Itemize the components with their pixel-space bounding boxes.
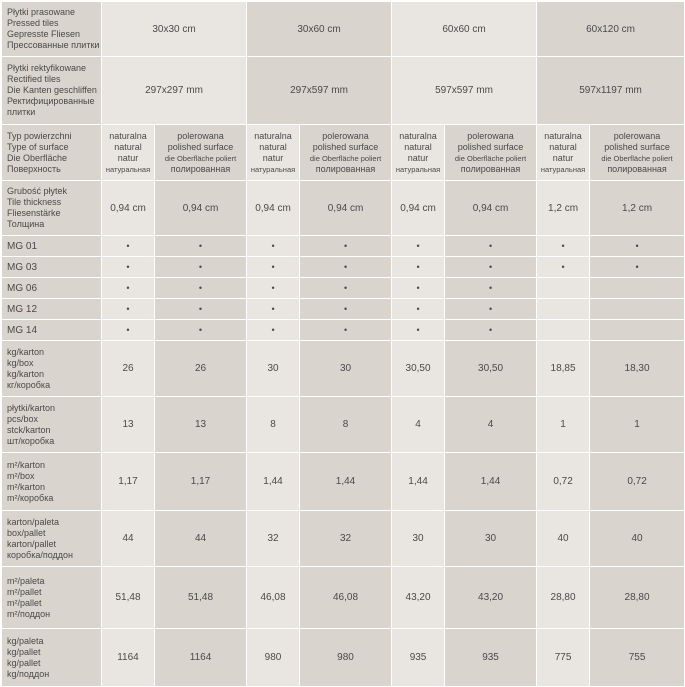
surface-line: die Oberfläche poliert: [601, 153, 673, 163]
label-line: m²/box: [7, 470, 35, 481]
availability-dot: •: [155, 320, 247, 341]
packing-value-cell: 44: [155, 511, 247, 567]
packing-value-cell: 18,30: [590, 341, 685, 397]
label-line: Die Kanten geschliffen: [7, 85, 97, 95]
packing-value-cell: 28,80: [537, 567, 590, 629]
label-line: Typ powierzchni: [7, 130, 72, 141]
packing-value-cell: 51,48: [102, 567, 155, 629]
packing-value-cell: 32: [300, 511, 392, 567]
label-line: m²/karton: [7, 459, 46, 470]
packing-value-cell: 43,20: [392, 567, 445, 629]
availability-dot: •: [392, 320, 445, 341]
availability-dot: •: [155, 278, 247, 299]
row-label: MG 12: [2, 299, 102, 320]
availability-dot: •: [445, 299, 537, 320]
surface-line: naturalna: [254, 130, 292, 141]
label-line: kg/karton: [7, 368, 45, 379]
surface-line: polerowana: [322, 130, 369, 141]
packing-value-cell: 46,08: [247, 567, 300, 629]
surface-line: натуральная: [250, 164, 296, 174]
surface-line: polerowana: [177, 130, 224, 141]
packing-value-cell: 1,44: [300, 453, 392, 511]
label-line: Толщина: [7, 219, 45, 229]
row-label: MG 03: [2, 257, 102, 278]
label-line: коробка/поддон: [7, 549, 74, 560]
availability-dot: •: [445, 236, 537, 257]
surface-polished-cell: [155, 125, 247, 181]
availability-dot: [537, 299, 590, 320]
surface-line: polished surface: [312, 141, 379, 152]
label-line: Die Oberfläche: [7, 152, 68, 163]
label-line: Type of surface: [7, 141, 69, 152]
packing-value-cell: 40: [537, 511, 590, 567]
thickness-cell: 0,94 cm: [102, 181, 155, 236]
label-line: m²/pallet: [7, 586, 42, 597]
surface-line: die Oberfläche poliert: [454, 153, 527, 163]
availability-dot: •: [300, 299, 392, 320]
label-line: m²/paleta: [7, 575, 45, 586]
packing-value-cell: 935: [445, 629, 537, 687]
label-line: Gepresste Fliesen: [7, 29, 81, 39]
label-line: кг/коробка: [7, 379, 51, 390]
label-line: kg/karton: [7, 346, 45, 357]
thickness-cell: 0,94 cm: [445, 181, 537, 236]
packing-value-cell: 0,72: [537, 453, 590, 511]
packing-value-cell: 43,20: [445, 567, 537, 629]
label-line: m²/karton: [7, 481, 46, 492]
packing-value-cell: 28,80: [590, 567, 685, 629]
packing-value-cell: 30: [247, 341, 300, 397]
row-packing: [2, 629, 685, 687]
surface-line: полированная: [315, 163, 376, 174]
availability-dot: •: [300, 278, 392, 299]
packing-value-cell: 8: [300, 397, 392, 453]
tile-spec-table: [1, 1, 685, 687]
thickness-cell: 0,94 cm: [392, 181, 445, 236]
label-line: kg/pallet: [7, 657, 41, 668]
packing-value-cell: 1,17: [102, 453, 155, 511]
packing-value-cell: 1164: [102, 629, 155, 687]
packing-value-cell: 1164: [155, 629, 247, 687]
row-thickness: [2, 181, 685, 236]
label-line: box/pallet: [7, 527, 46, 538]
surface-natural-cell: [537, 125, 590, 181]
surface-line: polerowana: [467, 130, 514, 141]
surface-line: die Oberfläche poliert: [309, 153, 382, 163]
label-line: Поверхность: [7, 163, 61, 174]
packing-value-cell: 755: [590, 629, 685, 687]
availability-dot: •: [445, 278, 537, 299]
rectified-size-cell: 597x1197 mm: [537, 57, 685, 125]
size-header-cell: 60x120 cm: [537, 2, 685, 57]
packing-value-cell: 935: [392, 629, 445, 687]
packing-value-cell: 46,08: [300, 567, 392, 629]
label-line: m²/pallet: [7, 597, 42, 608]
thickness-cell: 1,2 cm: [537, 181, 590, 236]
label-line: плитки: [7, 107, 36, 117]
availability-dot: •: [102, 278, 155, 299]
packing-value-cell: 26: [102, 341, 155, 397]
surface-line: polerowana: [613, 130, 661, 141]
row-label: [2, 181, 102, 236]
surface-line: naturalna: [399, 130, 437, 141]
availability-dot: •: [590, 236, 685, 257]
row-label: MG 14: [2, 320, 102, 341]
label-line: kg/pallet: [7, 646, 41, 657]
availability-dot: •: [392, 257, 445, 278]
row-packing: [2, 453, 685, 511]
size-header-cell: 60x60 cm: [392, 2, 537, 57]
availability-dot: [537, 278, 590, 299]
packing-value-cell: 40: [590, 511, 685, 567]
surface-line: polished surface: [167, 141, 234, 152]
surface-line: natural: [114, 141, 142, 152]
row-color-mg-12: [2, 299, 685, 320]
availability-dot: •: [392, 278, 445, 299]
label-line: Прессованные плитки: [7, 40, 100, 50]
thickness-cell: 0,94 cm: [155, 181, 247, 236]
packing-value-cell: 1,17: [155, 453, 247, 511]
availability-dot: •: [155, 257, 247, 278]
label-line: Grubość płytek: [7, 186, 68, 196]
packing-value-cell: 26: [155, 341, 247, 397]
row-packing: [2, 511, 685, 567]
packing-value-cell: 980: [247, 629, 300, 687]
thickness-cell: 0,94 cm: [300, 181, 392, 236]
label-line: karton/pallet: [7, 538, 57, 549]
label-line: Płytki rektyfikowane: [7, 63, 87, 73]
surface-line: natur: [262, 152, 284, 163]
row-label: [2, 341, 102, 397]
surface-line: натуральная: [540, 164, 586, 174]
row-color-mg-14: [2, 320, 685, 341]
label-line: karton/paleta: [7, 516, 60, 527]
row-label: [2, 567, 102, 629]
row-rectified-tiles: [2, 57, 685, 125]
label-line: kg/поддон: [7, 668, 50, 679]
packing-value-cell: 18,85: [537, 341, 590, 397]
surface-line: natur: [117, 152, 139, 163]
label-line: Fliesenstärke: [7, 208, 61, 218]
surface-natural-cell: [392, 125, 445, 181]
packing-value-cell: 44: [102, 511, 155, 567]
surface-line: die Oberfläche poliert: [164, 153, 237, 163]
packing-value-cell: 1: [590, 397, 685, 453]
size-header-cell: 30x60 cm: [247, 2, 392, 57]
label-line: шт/коробка: [7, 435, 55, 446]
surface-polished-cell: [445, 125, 537, 181]
row-label: [2, 397, 102, 453]
availability-dot: [590, 278, 685, 299]
packing-value-cell: 980: [300, 629, 392, 687]
packing-value-cell: 13: [155, 397, 247, 453]
availability-dot: •: [590, 257, 685, 278]
surface-line: натуральная: [105, 164, 151, 174]
packing-value-cell: 0,72: [590, 453, 685, 511]
surface-natural-cell: [247, 125, 300, 181]
packing-value-cell: 30: [445, 511, 537, 567]
surface-line: naturalna: [109, 130, 147, 141]
label-line: Ректифицированные: [7, 96, 95, 106]
availability-dot: •: [155, 236, 247, 257]
packing-value-cell: 775: [537, 629, 590, 687]
packing-value-cell: 51,48: [155, 567, 247, 629]
availability-dot: •: [392, 299, 445, 320]
row-packing: [2, 341, 685, 397]
packing-value-cell: 32: [247, 511, 300, 567]
size-header-cell: 30x30 cm: [102, 2, 247, 57]
rectified-size-cell: 297x597 mm: [247, 57, 392, 125]
label-line: stck/karton: [7, 424, 51, 435]
availability-dot: •: [392, 236, 445, 257]
row-color-mg-06: [2, 278, 685, 299]
surface-line: natural: [404, 141, 432, 152]
label-line: Tile thickness: [7, 197, 62, 207]
row-packing: [2, 567, 685, 629]
availability-dot: •: [102, 299, 155, 320]
surface-line: натуральная: [395, 164, 441, 174]
surface-line: полированная: [460, 163, 521, 174]
thickness-cell: 1,2 cm: [590, 181, 685, 236]
availability-dot: •: [300, 236, 392, 257]
packing-value-cell: 1: [537, 397, 590, 453]
label-line: m²/коробка: [7, 492, 54, 503]
packing-value-cell: 30,50: [392, 341, 445, 397]
packing-value-cell: 13: [102, 397, 155, 453]
availability-dot: •: [247, 299, 300, 320]
availability-dot: •: [247, 257, 300, 278]
availability-dot: •: [102, 320, 155, 341]
label-line: płytki/karton: [7, 402, 56, 413]
row-label: [2, 511, 102, 567]
row-label: MG 01: [2, 236, 102, 257]
rectified-size-cell: 297x297 mm: [102, 57, 247, 125]
surface-polished-cell: [300, 125, 392, 181]
availability-dot: [590, 299, 685, 320]
row-pressed-tiles: [2, 2, 685, 57]
packing-value-cell: 30: [300, 341, 392, 397]
rectified-size-cell: 597x597 mm: [392, 57, 537, 125]
availability-dot: •: [155, 299, 247, 320]
availability-dot: [537, 320, 590, 341]
surface-natural-cell: [102, 125, 155, 181]
availability-dot: •: [300, 320, 392, 341]
availability-dot: •: [247, 236, 300, 257]
packing-value-cell: 1,44: [445, 453, 537, 511]
surface-line: natur: [552, 152, 574, 163]
row-label: [2, 453, 102, 511]
row-label: [2, 629, 102, 687]
surface-line: natural: [259, 141, 287, 152]
label-line: kg/box: [7, 357, 34, 368]
row-packing: [2, 397, 685, 453]
label-line: Pressed tiles: [7, 18, 59, 28]
surface-line: полированная: [607, 163, 667, 174]
packing-value-cell: 1,44: [247, 453, 300, 511]
row-surface-type: [2, 125, 685, 181]
thickness-cell: 0,94 cm: [247, 181, 300, 236]
label-line: Płytki prasowane: [7, 7, 76, 17]
row-label: MG 06: [2, 278, 102, 299]
label-line: m²/поддон: [7, 608, 51, 619]
availability-dot: •: [300, 257, 392, 278]
packing-value-cell: 30: [392, 511, 445, 567]
availability-dot: •: [445, 257, 537, 278]
packing-value-cell: 4: [392, 397, 445, 453]
label-line: Rectified tiles: [7, 74, 61, 84]
availability-dot: •: [102, 257, 155, 278]
availability-dot: •: [445, 320, 537, 341]
row-color-mg-03: [2, 257, 685, 278]
row-label: [2, 125, 102, 181]
row-color-mg-01: [2, 236, 685, 257]
availability-dot: [590, 320, 685, 341]
row-label: [2, 2, 102, 57]
availability-dot: •: [247, 320, 300, 341]
availability-dot: •: [537, 257, 590, 278]
label-line: kg/paleta: [7, 635, 44, 646]
surface-line: полированная: [170, 163, 231, 174]
surface-line: polished surface: [604, 141, 670, 152]
packing-value-cell: 4: [445, 397, 537, 453]
label-line: pcs/box: [7, 413, 39, 424]
availability-dot: •: [247, 278, 300, 299]
packing-value-cell: 8: [247, 397, 300, 453]
row-label: [2, 57, 102, 125]
surface-line: naturalna: [544, 130, 582, 141]
packing-value-cell: 30,50: [445, 341, 537, 397]
surface-line: natur: [407, 152, 429, 163]
surface-line: natural: [549, 141, 577, 152]
surface-line: polished surface: [457, 141, 524, 152]
availability-dot: •: [537, 236, 590, 257]
packing-value-cell: 1,44: [392, 453, 445, 511]
surface-polished-cell: [590, 125, 685, 181]
availability-dot: •: [102, 236, 155, 257]
